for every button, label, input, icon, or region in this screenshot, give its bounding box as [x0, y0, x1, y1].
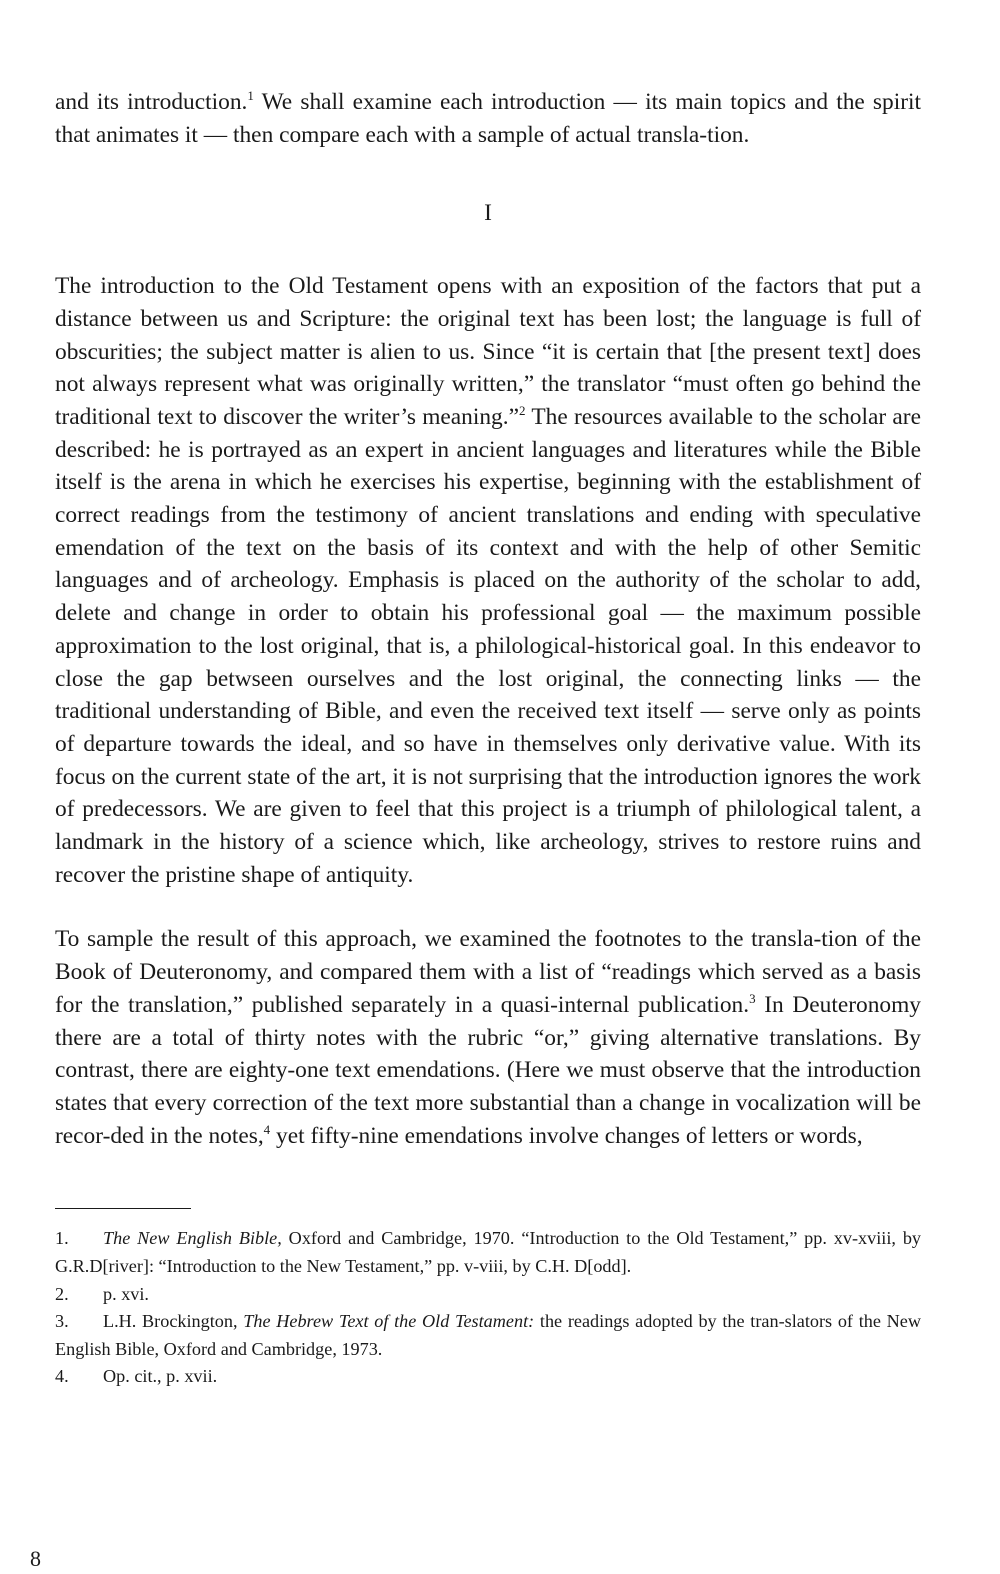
intro-text-continued: We shall examine each introduction — its main topics and the spirit that animates it — then compare each with a sample of actual transla-tion.: [55, 89, 922, 148]
footnote-text: Oxford and Cambridge, 1970. “Introduction to the Old Testament,” pp. xv-xviii, by G.R.D[river]: “Introduction to the New Testament,” pp. v-viii, by C.H. D[odd].: [55, 1228, 922, 1276]
intro-text: and its introduction.: [55, 89, 248, 115]
footnote-ref-2: 2: [518, 402, 526, 418]
footnote-ref-1: 1: [247, 88, 254, 103]
footnotes: [55, 1225, 921, 1391]
paragraph-2-text-continued: In Deuteronomy there are a total of thirty notes with the rubric “or,” giving alternative translations. By contrast, there are eighty-one text emendations. (Here we must observe that the introduction states that every correction of the text more substantial than a change in vocalization will be recor-ded in the notes,: [55, 991, 922, 1149]
footnote-number: 2.: [55, 1283, 69, 1304]
body-paragraph-1: [55, 270, 921, 891]
footnote-title: The Hebrew Text of the Old Testament:: [243, 1311, 535, 1332]
footnote-text: the readings adopted by the tran-slators of the New English Bible, Oxford and Cambridge, 1973.: [55, 1311, 921, 1359]
footnote-2: [55, 1281, 921, 1309]
intro-paragraph: [55, 86, 921, 151]
section-heading: I: [484, 200, 492, 227]
page-number: 8: [30, 1546, 41, 1571]
footnote-number: 3.: [55, 1311, 69, 1332]
paragraph-2-text-end: yet fifty-nine emendations involve changes of letters or words,: [270, 1122, 863, 1149]
body-paragraph-2: [55, 923, 921, 1152]
footnote-text: p. xvi.: [103, 1283, 149, 1304]
page-body: [55, 86, 921, 1391]
footnote-1: [55, 1225, 921, 1280]
paragraph-1-text: The introduction to the Old Testament opens with an exposition of the factors that put a distance between us and Scripture: the original text has been lost; the language is full of obscurities; the subject matter is alien to us. Since “it is certain that [the present text] does not always represent what was originally written,” the translator “must often go behind the traditional text to discover the writer’s meaning.”: [55, 273, 921, 430]
footnote-text: Op. cit., p. xvii.: [103, 1366, 218, 1387]
footnote-number: 4.: [55, 1366, 69, 1387]
footnote-4: [55, 1363, 921, 1391]
footnote-author: L.H. Brockington,: [103, 1311, 244, 1332]
footnote-title: The New English Bible,: [103, 1228, 282, 1249]
footnote-number: 1.: [55, 1228, 69, 1249]
footnote-3: [55, 1308, 921, 1363]
paragraph-1-text-continued: The resources available to the scholar are described: he is portrayed as an expert in ancient languages and literatures while the Bible itself is the arena in which he exercises his expertise, beginning with the establishment of correct readings from the testimony of ancient translations and ending with speculative emendation of the text on the basis of its context and with the help of other Semitic languages and of archeology. Emphasis is placed on the authority of the scholar to add, delete and change in order to obtain his professional goal — the maximum possible approximation to the lost original, that is, a philological-historical goal. In this endeavor to close the gap betwseen ourselves and the lost original, the connecting links — the traditional understanding of Bible, and even the received text itself — serve only as points of departure towards the ideal, and so have in themselves only derivative value. With its focus on the current state of the art, it is not surprising that the introduction ignores the work of predecessors. We are given to feel that this project is a triumph of philological talent, a landmark in the history of a science which, like archeology, strives to restore ruins and recover the pristine shape of antiquity.: [55, 403, 921, 888]
footnote-divider: [55, 1208, 191, 1209]
footnote-ref-3: 3: [749, 990, 756, 1006]
footnote-ref-4: 4: [263, 1121, 271, 1137]
paragraph-spacer: [55, 891, 921, 923]
paragraph-2-text: To sample the result of this approach, we examined the footnotes to the transla-tion of the Book of Deuteronomy, and compared them with a list of “readings which served as a basis for the translation,” published separately in a quasi-internal publication.: [55, 926, 921, 1018]
